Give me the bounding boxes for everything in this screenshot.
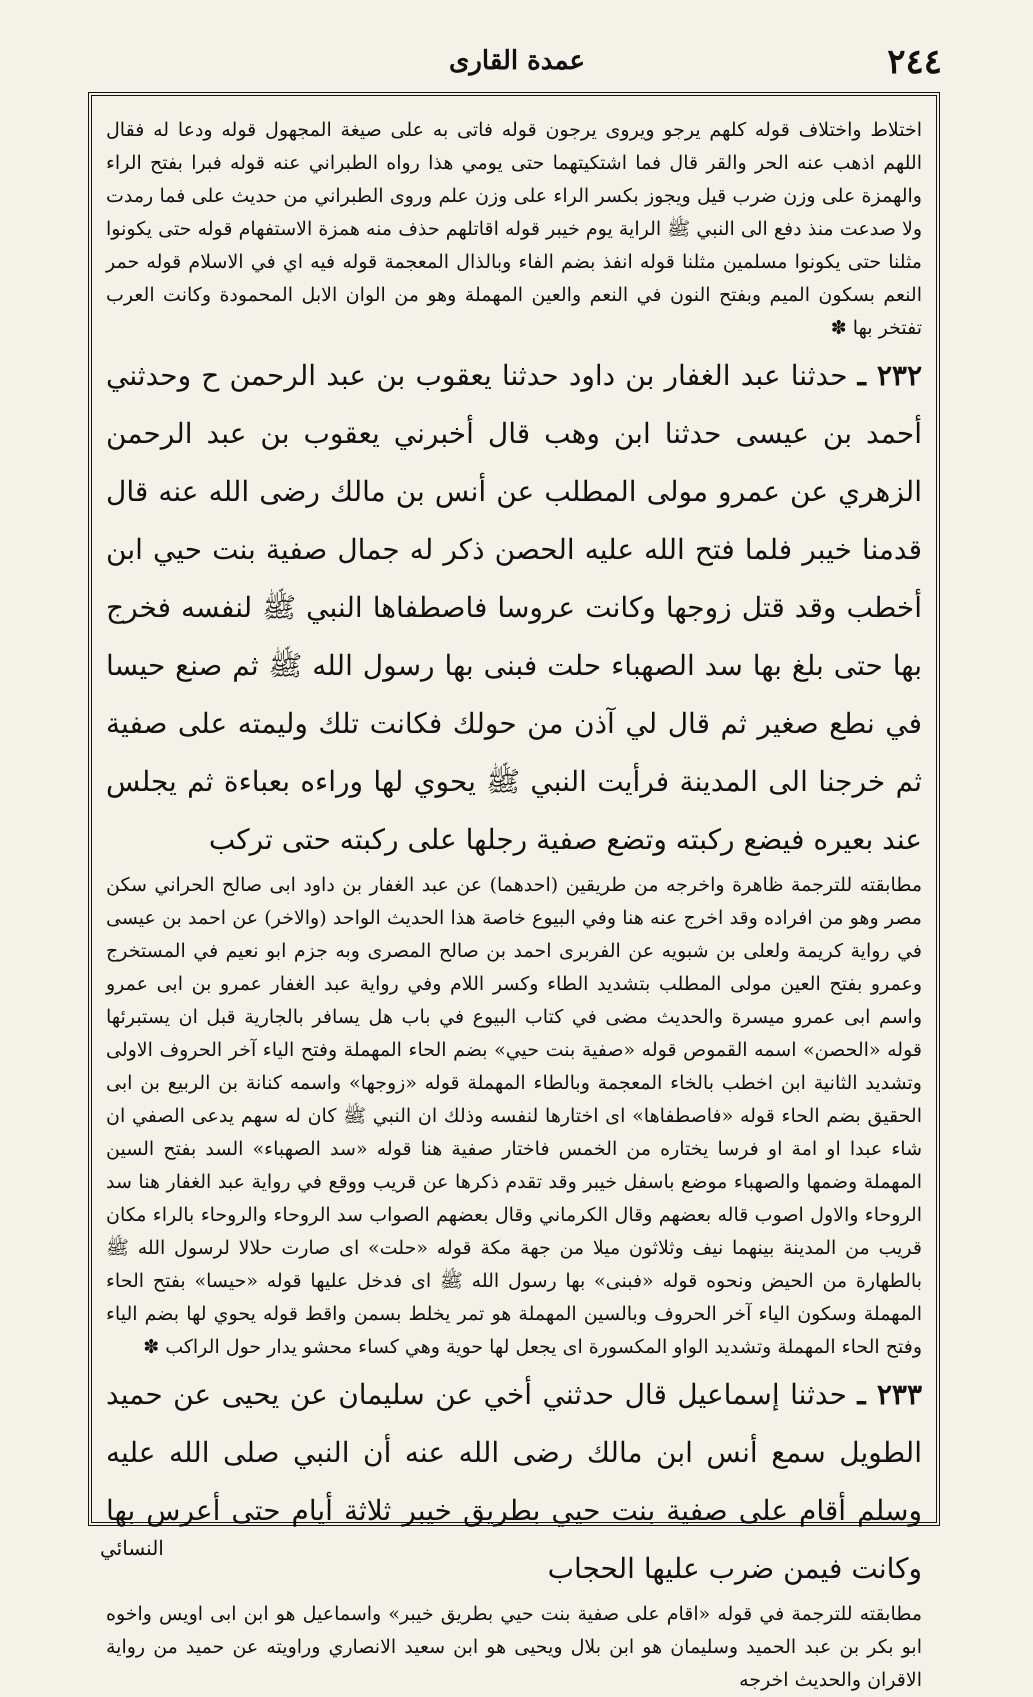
commentary-paragraph-3: مطابقته للترجمة في قوله «اقام على صفية بنت حيي بطريق خيبر» واسماعيل هو ابن ابى اويس واخوه ابو بكر بن عبد الحميد وسليمان هو ابن بلال ويحيى هو ابن سعيد الانصاري وراويته عن حميد من رواية الاقران والحديث اخرجه [106,1603,922,1691]
hadith-text: حدثنا عبد الغفار بن داود حدثنا يعقوب بن عبد الرحمن ح وحدثني أحمد بن عيسى حدثنا ابن وهب قال أخبرني يعقوب بن عبد الرحمن الزهري عن عمرو مولى المطلب عن أنس بن مالك رضى الله عنه قال قدمنا خيبر فلما فتح الله عليه الحصن ذكر له جمال صفية بنت حيي ابن أخطب وقد قتل زوجها وكانت عروسا فاصطفاها النبي ﷺ لنفسه فخرج بها حتى بلغ بها سد الصهباء حلت فبنى بها رسول الله ﷺ ثم صنع حيسا في نطع صغير ثم قال لي آذن من حولك فكانت تلك وليمته على صفية ثم خرجنا الى المدينة فرأيت النبي ﷺ يحوي لها وراءه بعباءة ثم يجلس عند بعيره فيضع ركبته وتضع صفية رجلها على ركبته حتى تركب [106,359,922,856]
hadith-232 [106,347,922,869]
hadith-text: حدثنا إسماعيل قال حدثني أخي عن سليمان عن يحيى عن حميد الطويل سمع أنس ابن مالك رضى الله عنه أن النبي صلى الله عليه وسلم أقام على صفية بنت حيي بطريق خيبر ثلاثة أيام حتى أعرس بها وكانت فيمن ضرب عليها الحجاب [106,1378,922,1585]
hadith-number: ٢٣٣ ـ [857,1378,922,1411]
page-number: ٢٤٤ [887,42,942,82]
commentary-paragraph-1: اختلاط واختلاف قوله كلهم يرجو ويروى يرجون قوله فاتى به على صيغة المجهول قوله ودعا له فقال اللهم اذهب عنه الحر والقر قال فما اشتكيتهما حتى يومي هذا رواه الطبراني عنه قوله فبرا بفتح الراء والهمزة على وزن ضرب قيل ويجوز بكسر الراء على وزن علم وروى الطبراني من حديث على فما رمدت ولا صدعت منذ دفع الى النبي ﷺ الراية يوم خيبر قوله اقاتلهم حذف منه همزة الاستفهام قوله حتى يكونوا مثلنا حتى يكونوا مسلمين مثلنا قوله انفذ بضم الفاء وبالذال المعجمة قوله فيه اي في الاسلام قوله حمر النعم بسكون الميم وبفتح النون في النعم والعين المهملة وهو من الوان الابل المحمودة وكانت العرب تفتخر بها ✽ [106,119,922,339]
hadith-number: ٢٣٢ ـ [857,359,923,392]
page-header [88,40,946,88]
hadith-233 [106,1366,922,1598]
catchword: النسائي [100,1536,164,1560]
running-title: عمدة القارى [449,46,585,76]
commentary-paragraph-2: مطابقته للترجمة ظاهرة واخرجه من طريقين (احدهما) عن عبد الغفار بن داود ابى صالح الحراني سكن مصر وهو من افراده وقد اخرج عنه هنا وفي البيوع خاصة هذا الحديث الواحد (والاخر) عن احمد بن عيسى في رواية كريمة ولعلى بن شبويه عن الفربرى احمد بن صالح المصرى وبه جزم ابو نعيم في المستخرج وعمرو بفتح العين مولى المطلب بتشديد الطاء وكسر اللام وفي رواية عبد الغفار عمرو بن ابى عمرو واسم ابى عمرو ميسرة والحديث مضى في كتاب البيوع في باب هل يسافر بالجارية قبل ان يستبرئها قوله «الحصن» اسمه القموص قوله «صفية بنت حيي» بضم الحاء المهملة وفتح الياء آخر الحروف الاولى وتشديد الثانية ابن اخطب بالخاء المعجمة وبالطاء المهملة قوله «زوجها» واسمه كنانة بن الربيع بن ابى الحقيق بضم الحاء قوله «فاصطفاها» اى اختارها لنفسه وذلك ان النبي ﷺ كان له سهم يدعى الصفي ان شاء عبدا او امة او فرسا يختاره من الخمس فاختار صفية هنا قوله «سد الصهباء» السد بفتح السين المهملة وضمها والصهباء موضع باسفل خيبر وقد تقدم ذكرها عن قريب ووقع في رواية عبد الغفار هنا سد الروحاء والاول اصوب قاله بعضهم وقال الكرماني وقال بعضهم الصواب سد الروحاء والروحاء بالراء مكان قريب من المدينة بينهما نيف وثلاثون ميلا من جهة مكة قوله «حلت» اى صارت حلالا لرسول الله ﷺ بالطهارة من الحيض ونحوه قوله «فبنى» بها رسول الله ﷺ اى فدخل عليها قوله «حيسا» بفتح الحاء المهملة وسكون الياء آخر الحروف وبالسين المهملة هو تمر يخلط بسمن واقط قوله يحوي لها بضم الياء وفتح الحاء المهملة وتشديد الواو المكسورة اى يجعل لها حوية وهي كساء محشو يدار حول الراكب ✽ [106,874,922,1358]
